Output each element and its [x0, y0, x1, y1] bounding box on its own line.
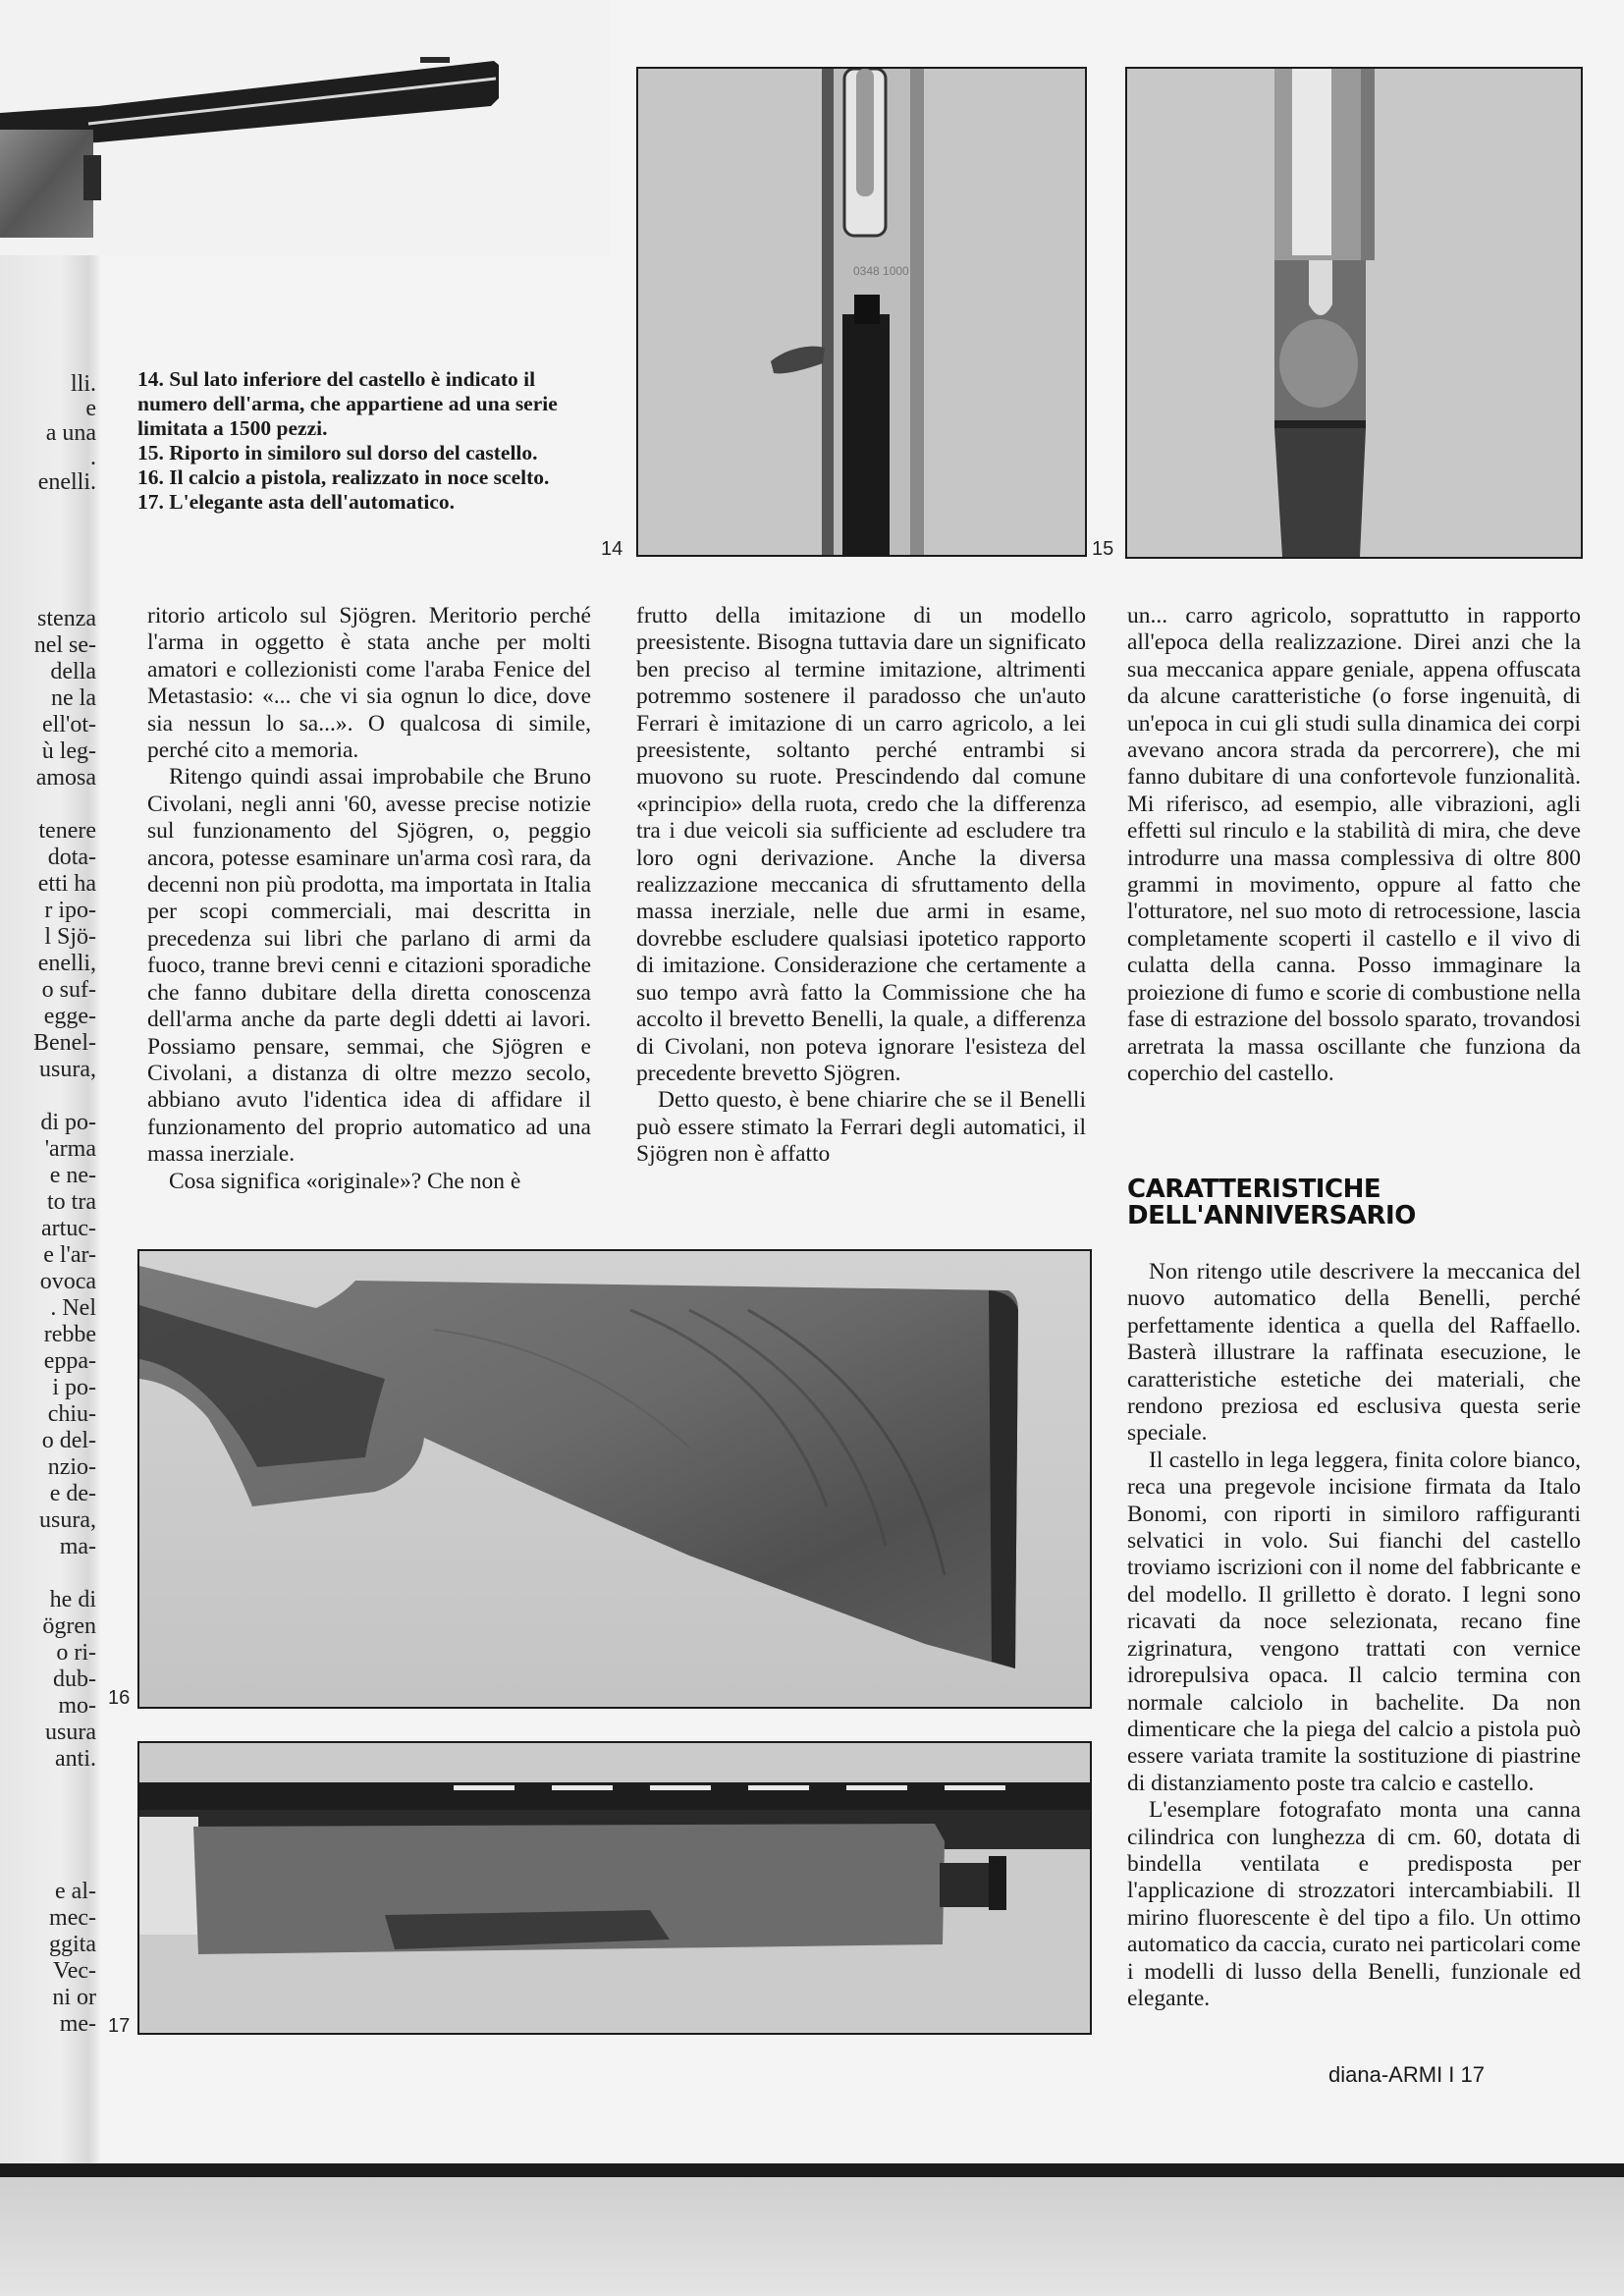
paragraph: Il castello in lega leggera, finita colore bianco, reca una pregevole incisione firmata da Italo Bonomi, con riporti in similoro raffiguranti selvatici in volo. Sui fianchi del castello troviamo iscrizioni con il nome del fabbricante e del modello. Il grilletto è dorato. I legni sono ricavati da noce selezionata, recano fine zigrinatura, vengono trattati con vernice idrorepulsiva opaca. Il calcio termina con normale calciolo in bachelite. Da non dimenticare che la piega del calcio a pistola può essere variata tramite la sostituzione di piastrine di distanziamento poste tra calcio e castello. — [1127, 1447, 1581, 1796]
gutter-text-fragment: e de- — [49, 1481, 96, 1506]
article-column-3-section — [1127, 1259, 1581, 2012]
paragraph: Ritengo quindi assai improbabile che Bruno Civolani, negli anni '60, avesse precise notizie sul funzionamento del Sjögren, o, peggio ancora, potesse esaminare un'arma così rara, da decenni non più prodotta, ma importata in Italia per scopi commerciali, mai descritta in precedenza sui libri che parlano di armi da fuoco, tranne brevi cenni e citazioni sporadiche che fanno dubitare della diretta conoscenza dell'arma anche da parte degli ddetti ai lavori. Possiamo pensare, semmai, che Sjögren e Civolani, a distanza di oltre mezzo secolo, abbiano avuto l'identica idea di affidare il funzionamento del proprio automatico ad una massa inerziale. — [147, 764, 591, 1168]
caption-14: 14. Sul lato inferiore del castello è indicato il numero dell'arma, che appartiene ad una serie limitata a 1500 pezzi. — [137, 367, 558, 440]
receiver-underside-image — [638, 69, 1085, 555]
serial-number-engraving: 0348 1000 — [853, 264, 909, 278]
gutter-text-fragment: ögren — [42, 1613, 96, 1639]
gutter-text-fragment: ggita — [49, 1932, 96, 1957]
gutter-text-fragment: e — [85, 396, 96, 421]
gutter-text-fragment: della — [50, 659, 96, 684]
gutter-text-fragment: ma- — [59, 1534, 96, 1559]
paragraph: Detto questo, è bene chiarire che se il Benelli può essere stimato la Ferrari degli automatici, il Sjögren non è affatto — [636, 1087, 1086, 1168]
gutter-text-fragment: to tra — [47, 1189, 96, 1215]
gutter-text-fragment: ne la — [51, 685, 96, 711]
gutter-text-fragment: Vec- — [53, 1958, 96, 1984]
figure-number-14: 14 — [601, 538, 623, 560]
gutter-text-fragment: tenere — [38, 818, 96, 844]
gutter-text-fragment: e al- — [55, 1879, 96, 1904]
gutter-text-fragment: ni or — [52, 1985, 96, 2010]
gutter-text-fragment: o del- — [41, 1428, 96, 1453]
gutter-text-fragment: e ne- — [49, 1163, 96, 1188]
page-footer: diana-ARMI I 17 — [1328, 2062, 1485, 2087]
gutter-text-fragment: egge- — [43, 1004, 96, 1029]
gutter-text-fragment: mec- — [49, 1905, 96, 1931]
gold-inlay-image — [1127, 69, 1581, 557]
gutter-text-fragment: eppa- — [43, 1348, 96, 1374]
gutter-text-fragment: amosa — [35, 765, 96, 791]
caption-16: 16. Il calcio a pistola, realizzato in noce scelto. — [137, 465, 550, 489]
scanner-bed — [0, 2177, 1624, 2296]
gutter-text-fragment: he di — [49, 1587, 96, 1613]
gutter-text-fragment: artuc- — [41, 1216, 96, 1241]
photo-17-forend — [137, 1741, 1092, 2035]
gutter-text-fragment: mo- — [58, 1693, 96, 1719]
paragraph: ritorio articolo sul Sjögren. Meritorio perché l'arma in oggetto è stata anche per molti amatori e collezionisti come l'araba Fenice del Metastasio: «... che vi sia ognun lo dice, dove sia nessun lo sa...». O qualcosa di simile, perché cito a memoria. — [147, 603, 591, 764]
figure-number-17: 17 — [108, 2015, 131, 2037]
paragraph: Non ritengo utile descrivere la meccanica del nuovo automatico della Benelli, perché perfettamente identica a quella del Raffaello. Basterà illustrare la raffinata esecuzione, le caratteristiche estetiche dei materiali, che rendono preziosa ed esclusiva questa serie speciale. — [1127, 1259, 1581, 1447]
gutter-text-fragment: stenza — [37, 606, 96, 631]
gutter-text-fragment: enelli. — [37, 469, 96, 495]
gutter-text-fragment: enelli, — [37, 951, 96, 976]
gutter-text-fragment: nzio- — [47, 1454, 96, 1480]
article-column-2 — [636, 603, 1086, 1169]
forend-image — [139, 1743, 1090, 2033]
gutter-text-fragment: chiu- — [47, 1401, 96, 1427]
section-heading: CARATTERISTICHE DELL'ANNIVERSARIO — [1127, 1175, 1416, 1230]
gutter-text-fragment: r ipo- — [44, 898, 96, 923]
gutter-text-fragment: dub- — [53, 1667, 96, 1692]
paragraph: Cosa significa «originale»? Che non è — [169, 1168, 521, 1194]
article-column-1 — [147, 603, 591, 1195]
barrel-photo — [0, 0, 609, 255]
gutter-text-fragment: lli. — [70, 371, 96, 397]
gutter-text-fragment: i po- — [52, 1375, 96, 1400]
gutter-text-fragment: o suf- — [41, 977, 96, 1003]
paragraph: frutto della imitazione di un modello preesistente. Bisogna tuttavia dare un significato ben preciso al termine imitazione, altrimenti potremmo sostenere il paradosso che un'auto Ferrari è imitazione di un carro agricolo, a lei preesistente, soltanto perché entrambi si muovono su ruote. Prescindendo dal comune «principio» della ruota, credo che la differenza tra i due veicoli sia sufficiente ad escludere tra loro ogni derivazione. Anche la diversa realizzazione meccanica di sfruttamento della massa inerziale, nelle due armi in esame, dovrebbe escludere qualsiasi ipotetico rapporto di imitazione. Considerazione che certamente a suo tempo avrà fatto la Commissione che ha accolto il brevetto Benelli, la quale, a differenza di Civolani, non poteva ignorare l'esisteza del precedente brevetto Sjögren. — [636, 603, 1086, 1086]
gutter-text-fragment: Benel- — [33, 1030, 96, 1056]
gutter-text-fragment: usura — [45, 1720, 96, 1745]
gutter-text-fragment: ell'ot- — [42, 712, 96, 738]
previous-page-gutter — [0, 0, 100, 2165]
gutter-text-fragment: rebbe — [43, 1322, 96, 1347]
article-column-3 — [1127, 603, 1581, 1087]
gutter-text-fragment: e l'ar- — [43, 1242, 96, 1268]
gutter-text-fragment: usura, — [39, 1057, 96, 1082]
gutter-text-fragment: o ri- — [56, 1640, 96, 1666]
gutter-text-fragment: usura, — [39, 1507, 96, 1533]
figure-number-15: 15 — [1092, 538, 1114, 560]
paragraph: un... carro agricolo, soprattutto in rapporto all'epoca della realizzazione. Direi anzi che la sua meccanica appare geniale, appena offuscata da alcune caratteristiche (o forse ingenuità, di un'epoca in cui gli studi sulla dinamica dei corpi avevano ancora strada da percorrere), che mi fanno dubitare di una confortevole funzionalità. Mi riferisco, ad esempio, alle vibrazioni, agli effetti sul rinculo e la stabilità di mira, che deve introdurre una massa complessiva di oltre 800 grammi in movimento, oppure al fatto che l'otturatore, nel suo moto di retrocessione, lascia completamente scoperti il castello e il vivo di culatta della canna. Posso immaginare la proiezione di fumo e scorie di combustione nella fase di estrazione del bossolo sparato, trovandosi arretrata la massa oscillante che funziona da coperchio del castello. — [1127, 603, 1581, 1086]
gutter-text-fragment: a una — [45, 420, 96, 446]
figure-number-16: 16 — [108, 1687, 131, 1709]
gutter-text-fragment: . — [90, 445, 96, 470]
photo-16-pistol-grip-stock — [137, 1249, 1092, 1709]
stock-image — [139, 1251, 1090, 1707]
gutter-text-fragment: di po- — [40, 1110, 96, 1135]
gutter-text-fragment: . Nel — [50, 1295, 96, 1321]
photo-14-receiver-underside — [636, 67, 1087, 557]
gutter-text-fragment: 'arma — [44, 1136, 96, 1162]
caption-15: 15. Riporto in similoro sul dorso del castello. — [137, 441, 538, 465]
caption-17: 17. L'elegante asta dell'automatico. — [137, 490, 456, 514]
page-edge-shadow — [0, 2163, 1624, 2177]
gutter-text-fragment: dota- — [47, 845, 96, 870]
gutter-text-fragment: etti ha — [37, 871, 96, 897]
gutter-text-fragment: anti. — [55, 1746, 96, 1772]
gutter-text-fragment: nel se- — [33, 632, 96, 658]
gutter-text-fragment: ù leg- — [41, 738, 96, 764]
paragraph: L'esemplare fotografato monta una canna cilindrica con lunghezza di cm. 60, dotata di bindella ventilata e predisposta per l'applicazione di strozzatori intercambiabili. Il mirino fluorescente è del tipo a filo. Un ottimo automatico da caccia, curato nei particolari come i modelli di lusso della Benelli, funzionale ed elegante. — [1127, 1797, 1581, 2011]
gutter-text-fragment: l Sjö- — [44, 924, 96, 950]
gutter-text-fragment: me- — [59, 2011, 96, 2037]
photo-15-gold-inlay — [1125, 67, 1583, 559]
gutter-text-fragment: ovoca — [39, 1269, 96, 1294]
figure-captions — [137, 367, 599, 515]
